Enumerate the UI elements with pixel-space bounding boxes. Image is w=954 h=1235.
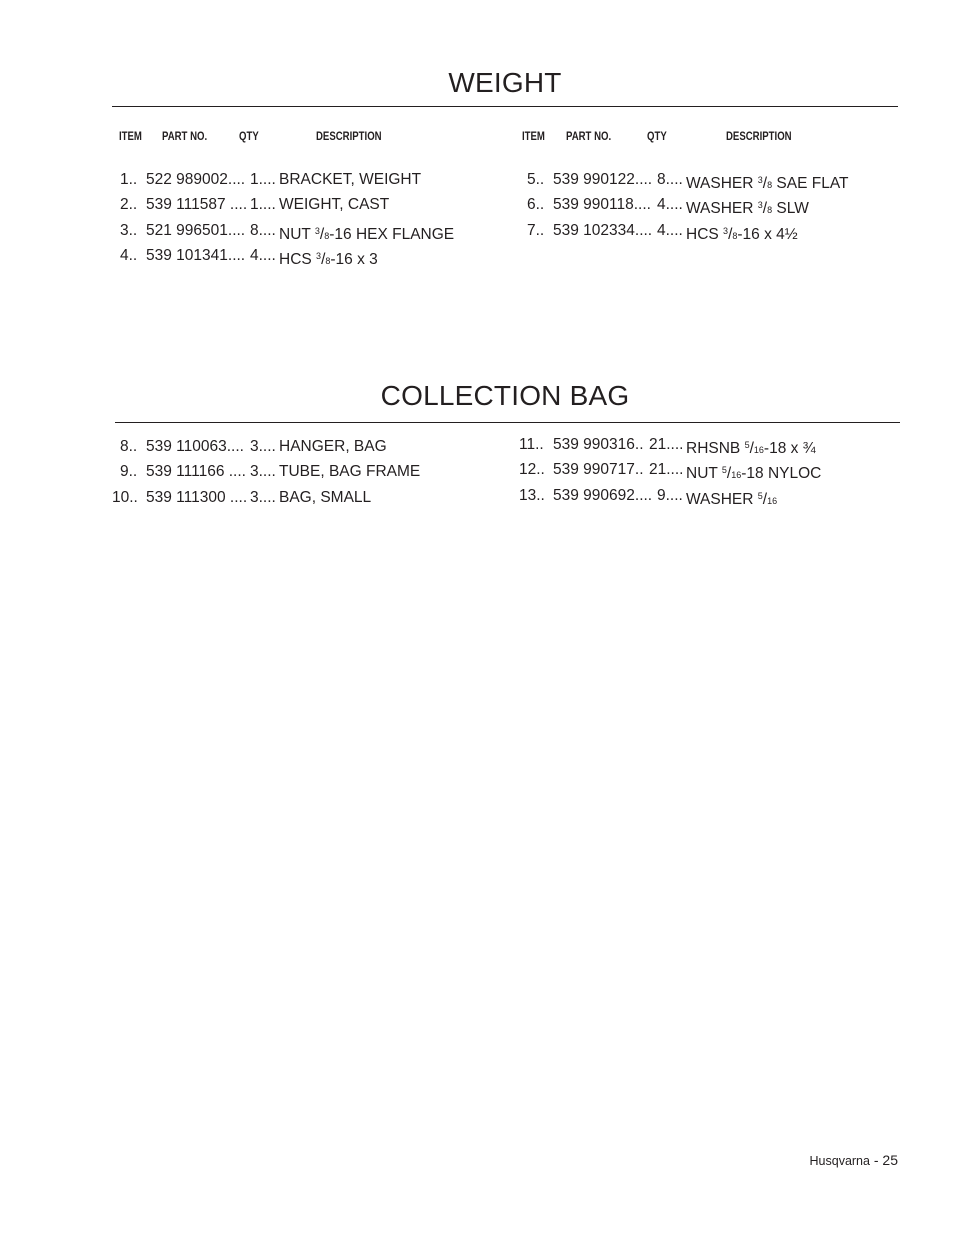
quantity: 1.... (250, 196, 276, 213)
part-number: 539 110063.... (146, 438, 244, 455)
part-number: 539 990692.... (553, 487, 653, 504)
item-number: 1.. (120, 171, 138, 188)
description: NUT $^3$/8-16 HEX FLANGE (279, 226, 455, 243)
quantity: 21.... (649, 436, 684, 453)
part-number: 539 102334.... (553, 222, 653, 239)
part-number: 539 990118.... (553, 196, 651, 213)
item-number: 3.. (120, 222, 138, 239)
quantity: 3.... (250, 489, 276, 506)
description: TUBE, BAG FRAME (279, 463, 421, 480)
item-number: 12.. (519, 461, 545, 478)
weight-divider (112, 106, 898, 107)
quantity: 4.... (657, 222, 683, 239)
item-number: 2.. (120, 196, 138, 213)
description: WASHER $^3$/8 SLW (686, 200, 809, 217)
header-item: ITEM (522, 129, 545, 143)
part-number: 539 111587 .... (146, 196, 248, 213)
part-number: 522 989002.... (146, 171, 246, 188)
header-item: ITEM (119, 129, 142, 143)
quantity: 8.... (250, 222, 276, 239)
description: WASHER $^5$/16 (686, 491, 778, 508)
header-description: DESCRIPTION (316, 129, 382, 143)
part-number: 539 990316.. (553, 436, 644, 453)
quantity: 4.... (250, 247, 276, 264)
description: BRACKET, WEIGHT (279, 171, 422, 188)
item-number: 5.. (527, 171, 545, 188)
item-number: 9.. (120, 463, 138, 480)
quantity: 9.... (657, 487, 683, 504)
item-number: 4.. (120, 247, 138, 264)
weight-title: WEIGHT (448, 67, 562, 98)
part-number: 539 990717.. (553, 461, 644, 478)
quantity: 21.... (649, 461, 684, 478)
description: BAG, SMALL (279, 489, 372, 506)
part-number: 539 101341.... (146, 247, 246, 264)
description: HCS $^3$/8-16 x 4½ (686, 226, 798, 243)
item-number: 11.. (519, 436, 544, 453)
description: WEIGHT, CAST (279, 196, 390, 213)
quantity: 8.... (657, 171, 683, 188)
quantity: 3.... (250, 438, 276, 455)
header-qty: QTY (239, 129, 259, 143)
footer-separator: - (869, 1152, 883, 1168)
brand-name: Husqvarna (809, 1154, 870, 1168)
collection-bag-divider (115, 422, 900, 423)
part-number: 539 111166 .... (146, 463, 246, 480)
page-number: 25 (882, 1152, 898, 1168)
description: HANGER, BAG (279, 438, 387, 455)
item-number: 13.. (519, 487, 545, 504)
part-number: 521 996501.... (146, 222, 246, 239)
item-number: 7.. (527, 222, 545, 239)
header-qty: QTY (647, 129, 667, 143)
header-part-no: PART NO. (566, 129, 612, 143)
description: NUT $^5$/16-18 NYLOC (686, 465, 822, 482)
item-number: 6.. (527, 196, 545, 213)
part-number: 539 990122.... (553, 171, 653, 188)
description: HCS $^3$/8-16 x 3 (279, 251, 378, 268)
header-description: DESCRIPTION (726, 129, 792, 143)
page-footer (810, 1152, 898, 1168)
description: RHSNB $^5$/16-18 x ¾ (686, 440, 816, 457)
description: WASHER $^3$/8 SAE FLAT (686, 175, 849, 192)
quantity: 4.... (657, 196, 683, 213)
collection-bag-title: COLLECTION BAG (380, 380, 630, 411)
part-number: 539 111300 .... (146, 489, 248, 506)
header-part-no: PART NO. (162, 129, 208, 143)
item-number: 10.. (112, 489, 138, 506)
quantity: 3.... (250, 463, 276, 480)
item-number: 8.. (120, 438, 138, 455)
quantity: 1.... (250, 171, 276, 188)
